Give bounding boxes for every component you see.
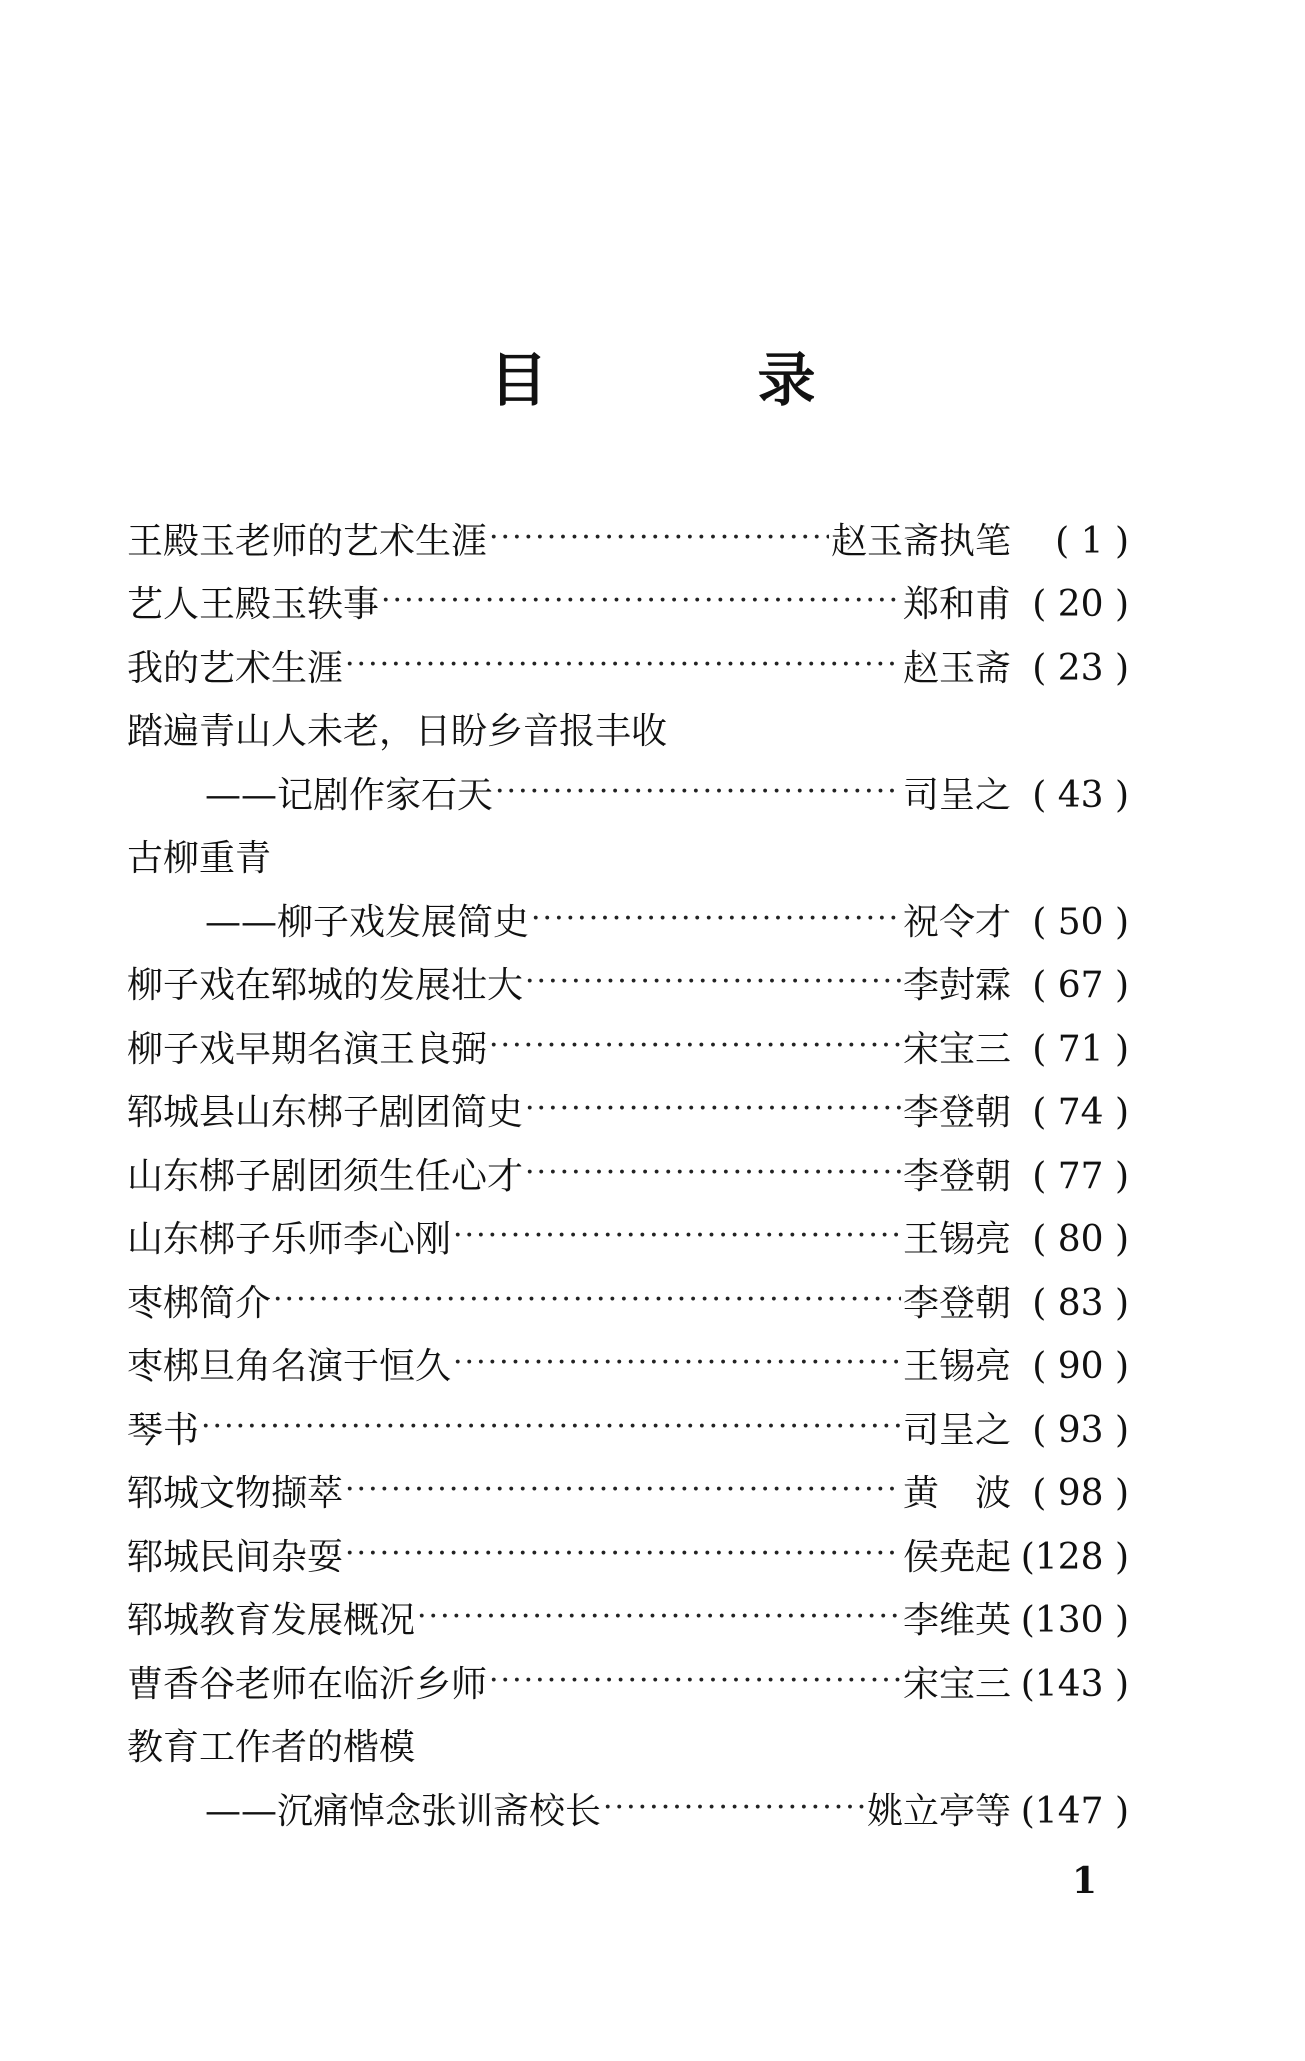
toc-entry xyxy=(127,637,1129,701)
toc-entry-title: 枣梆旦角名演于恒久 xyxy=(127,1346,452,1388)
toc-entry-title: 踏遍青山人未老，日盼乡音报丰收 xyxy=(127,711,668,753)
page-number: 1 xyxy=(1072,1860,1098,1902)
toc-entry-page: ( 23 ) xyxy=(1032,647,1129,689)
toc-entry-page: ( 71 ) xyxy=(1032,1028,1129,1070)
toc-entry-page: ( 43 ) xyxy=(1032,774,1129,816)
toc-entry xyxy=(127,955,1129,1019)
toc-entry-title: 郓城文物撷萃 xyxy=(127,1473,344,1515)
toc-leader-dots xyxy=(525,1091,901,1135)
toc-entry-page: ( 80 ) xyxy=(1032,1219,1129,1261)
toc-leader-dots xyxy=(345,1536,901,1580)
toc-entry-author: 司呈之 xyxy=(902,774,1011,816)
title-char-2: 录 xyxy=(757,346,816,414)
toc-entry-author: 李登朝 xyxy=(902,1282,1011,1324)
toc-entry-title: 柳子戏在郓城的发展壮大 xyxy=(127,965,524,1007)
toc-entry xyxy=(127,1780,1129,1844)
toc-entry-author: 赵玉斋 xyxy=(902,647,1011,689)
toc-entry xyxy=(127,1463,1129,1527)
toc-entry-page: ( 1 ) xyxy=(1055,520,1129,562)
toc-entry-title: 琴书 xyxy=(127,1409,200,1451)
table-of-contents xyxy=(127,510,1129,1844)
toc-entry-author: 王锡亮 xyxy=(902,1219,1011,1261)
toc-entry-title: 山东梆子剧团须生任心才 xyxy=(127,1155,524,1197)
toc-leader-dots xyxy=(345,647,901,691)
toc-entry-title: 古柳重青 xyxy=(127,838,272,880)
toc-entry xyxy=(127,574,1129,638)
toc-entry-page: ( 93 ) xyxy=(1032,1409,1129,1451)
toc-entry-page: ( 67 ) xyxy=(1032,965,1129,1007)
toc-leader-dots xyxy=(525,1155,901,1199)
toc-entry-page: ( 90 ) xyxy=(1032,1346,1129,1388)
toc-entry-page: (147 ) xyxy=(1020,1790,1129,1832)
toc-entry-title: 郓城教育发展概况 xyxy=(127,1600,416,1642)
toc-leader-dots xyxy=(489,1028,901,1072)
toc-entry-author: 侯尭起 xyxy=(902,1536,1011,1578)
toc-entry xyxy=(127,1209,1129,1273)
toc-entry-author: 司呈之 xyxy=(902,1409,1011,1451)
toc-entry xyxy=(127,1717,1129,1781)
toc-leader-dots xyxy=(453,1345,901,1389)
toc-leader-dots xyxy=(345,1472,901,1516)
toc-entry-author: 宋宝三 xyxy=(902,1663,1011,1705)
toc-entry-title: 曹香谷老师在临沂乡师 xyxy=(127,1663,488,1705)
toc-leader-dots xyxy=(489,520,829,564)
toc-entry xyxy=(127,1653,1129,1717)
toc-entry xyxy=(127,1526,1129,1590)
toc-leader-dots xyxy=(489,1663,901,1707)
toc-entry-page: ( 83 ) xyxy=(1032,1282,1129,1324)
toc-leader-dots xyxy=(531,901,901,945)
toc-entry-title: 枣梆简介 xyxy=(127,1282,272,1324)
toc-entry xyxy=(127,1336,1129,1400)
toc-entry-title: ——沉痛悼念张训斋校长 xyxy=(205,1790,602,1832)
toc-entry-author: 王锡亮 xyxy=(902,1346,1011,1388)
toc-entry xyxy=(127,1018,1129,1082)
toc-leader-dots xyxy=(453,1218,901,1262)
toc-entry xyxy=(127,828,1129,892)
toc-entry-page: (128 ) xyxy=(1020,1536,1129,1578)
toc-entry-title: ——记剧作家石天 xyxy=(205,774,494,816)
toc-entry-author: 姚立亭等 xyxy=(866,1790,1011,1832)
toc-entry-title: 郓城县山东梆子剧团简史 xyxy=(127,1092,524,1134)
toc-leader-dots xyxy=(495,774,901,818)
toc-entry-title: 王殿玉老师的艺术生涯 xyxy=(127,520,488,562)
toc-entry-page: ( 74 ) xyxy=(1032,1092,1129,1134)
toc-entry-author: 李登朝 xyxy=(902,1155,1011,1197)
toc-entry-author: 李登朝 xyxy=(902,1092,1011,1134)
toc-leader-dots xyxy=(381,583,901,627)
toc-entry xyxy=(127,701,1129,765)
toc-leader-dots xyxy=(417,1599,901,1643)
toc-leader-dots xyxy=(201,1409,901,1453)
toc-entry-page: (130 ) xyxy=(1020,1600,1129,1642)
toc-entry-page: (143 ) xyxy=(1020,1663,1129,1705)
toc-entry xyxy=(127,1399,1129,1463)
toc-entry-title: 柳子戏早期名演王良弼 xyxy=(127,1028,488,1070)
toc-entry-author: 李维英 xyxy=(902,1600,1011,1642)
toc-entry-title: 郓城民间杂耍 xyxy=(127,1536,344,1578)
toc-entry-title: ——柳子戏发展简史 xyxy=(205,901,530,943)
toc-entry-author: 赵玉斋执笔 xyxy=(830,520,1011,562)
toc-entry-author: 李尌霖 xyxy=(902,965,1011,1007)
toc-leader-dots xyxy=(603,1790,865,1834)
toc-entry xyxy=(127,1590,1129,1654)
toc-entry-page: ( 77 ) xyxy=(1032,1155,1129,1197)
toc-entry-page: ( 20 ) xyxy=(1032,584,1129,626)
toc-entry-author: 黄 波 xyxy=(902,1473,1011,1515)
title-char-1: 目 xyxy=(489,346,548,414)
toc-entry-title: 艺人王殿玉轶事 xyxy=(127,584,380,626)
toc-entry xyxy=(127,510,1129,574)
toc-entry xyxy=(127,1082,1129,1146)
toc-entry xyxy=(127,764,1129,828)
toc-entry-author: 宋宝三 xyxy=(902,1028,1011,1070)
toc-entry-page: ( 98 ) xyxy=(1032,1473,1129,1515)
toc-leader-dots xyxy=(273,1282,901,1326)
toc-entry xyxy=(127,891,1129,955)
toc-entry xyxy=(127,1145,1129,1209)
toc-entry xyxy=(127,1272,1129,1336)
toc-leader-dots xyxy=(525,964,901,1008)
toc-entry-page: ( 50 ) xyxy=(1032,901,1129,943)
toc-entry-author: 祝令才 xyxy=(902,901,1011,943)
page-title xyxy=(0,345,1305,415)
toc-entry-title: 山东梆子乐师李心刚 xyxy=(127,1219,452,1261)
toc-entry-title: 教育工作者的楷模 xyxy=(127,1727,416,1769)
toc-entry-author: 郑和甫 xyxy=(902,584,1011,626)
toc-entry-title: 我的艺术生涯 xyxy=(127,647,344,689)
